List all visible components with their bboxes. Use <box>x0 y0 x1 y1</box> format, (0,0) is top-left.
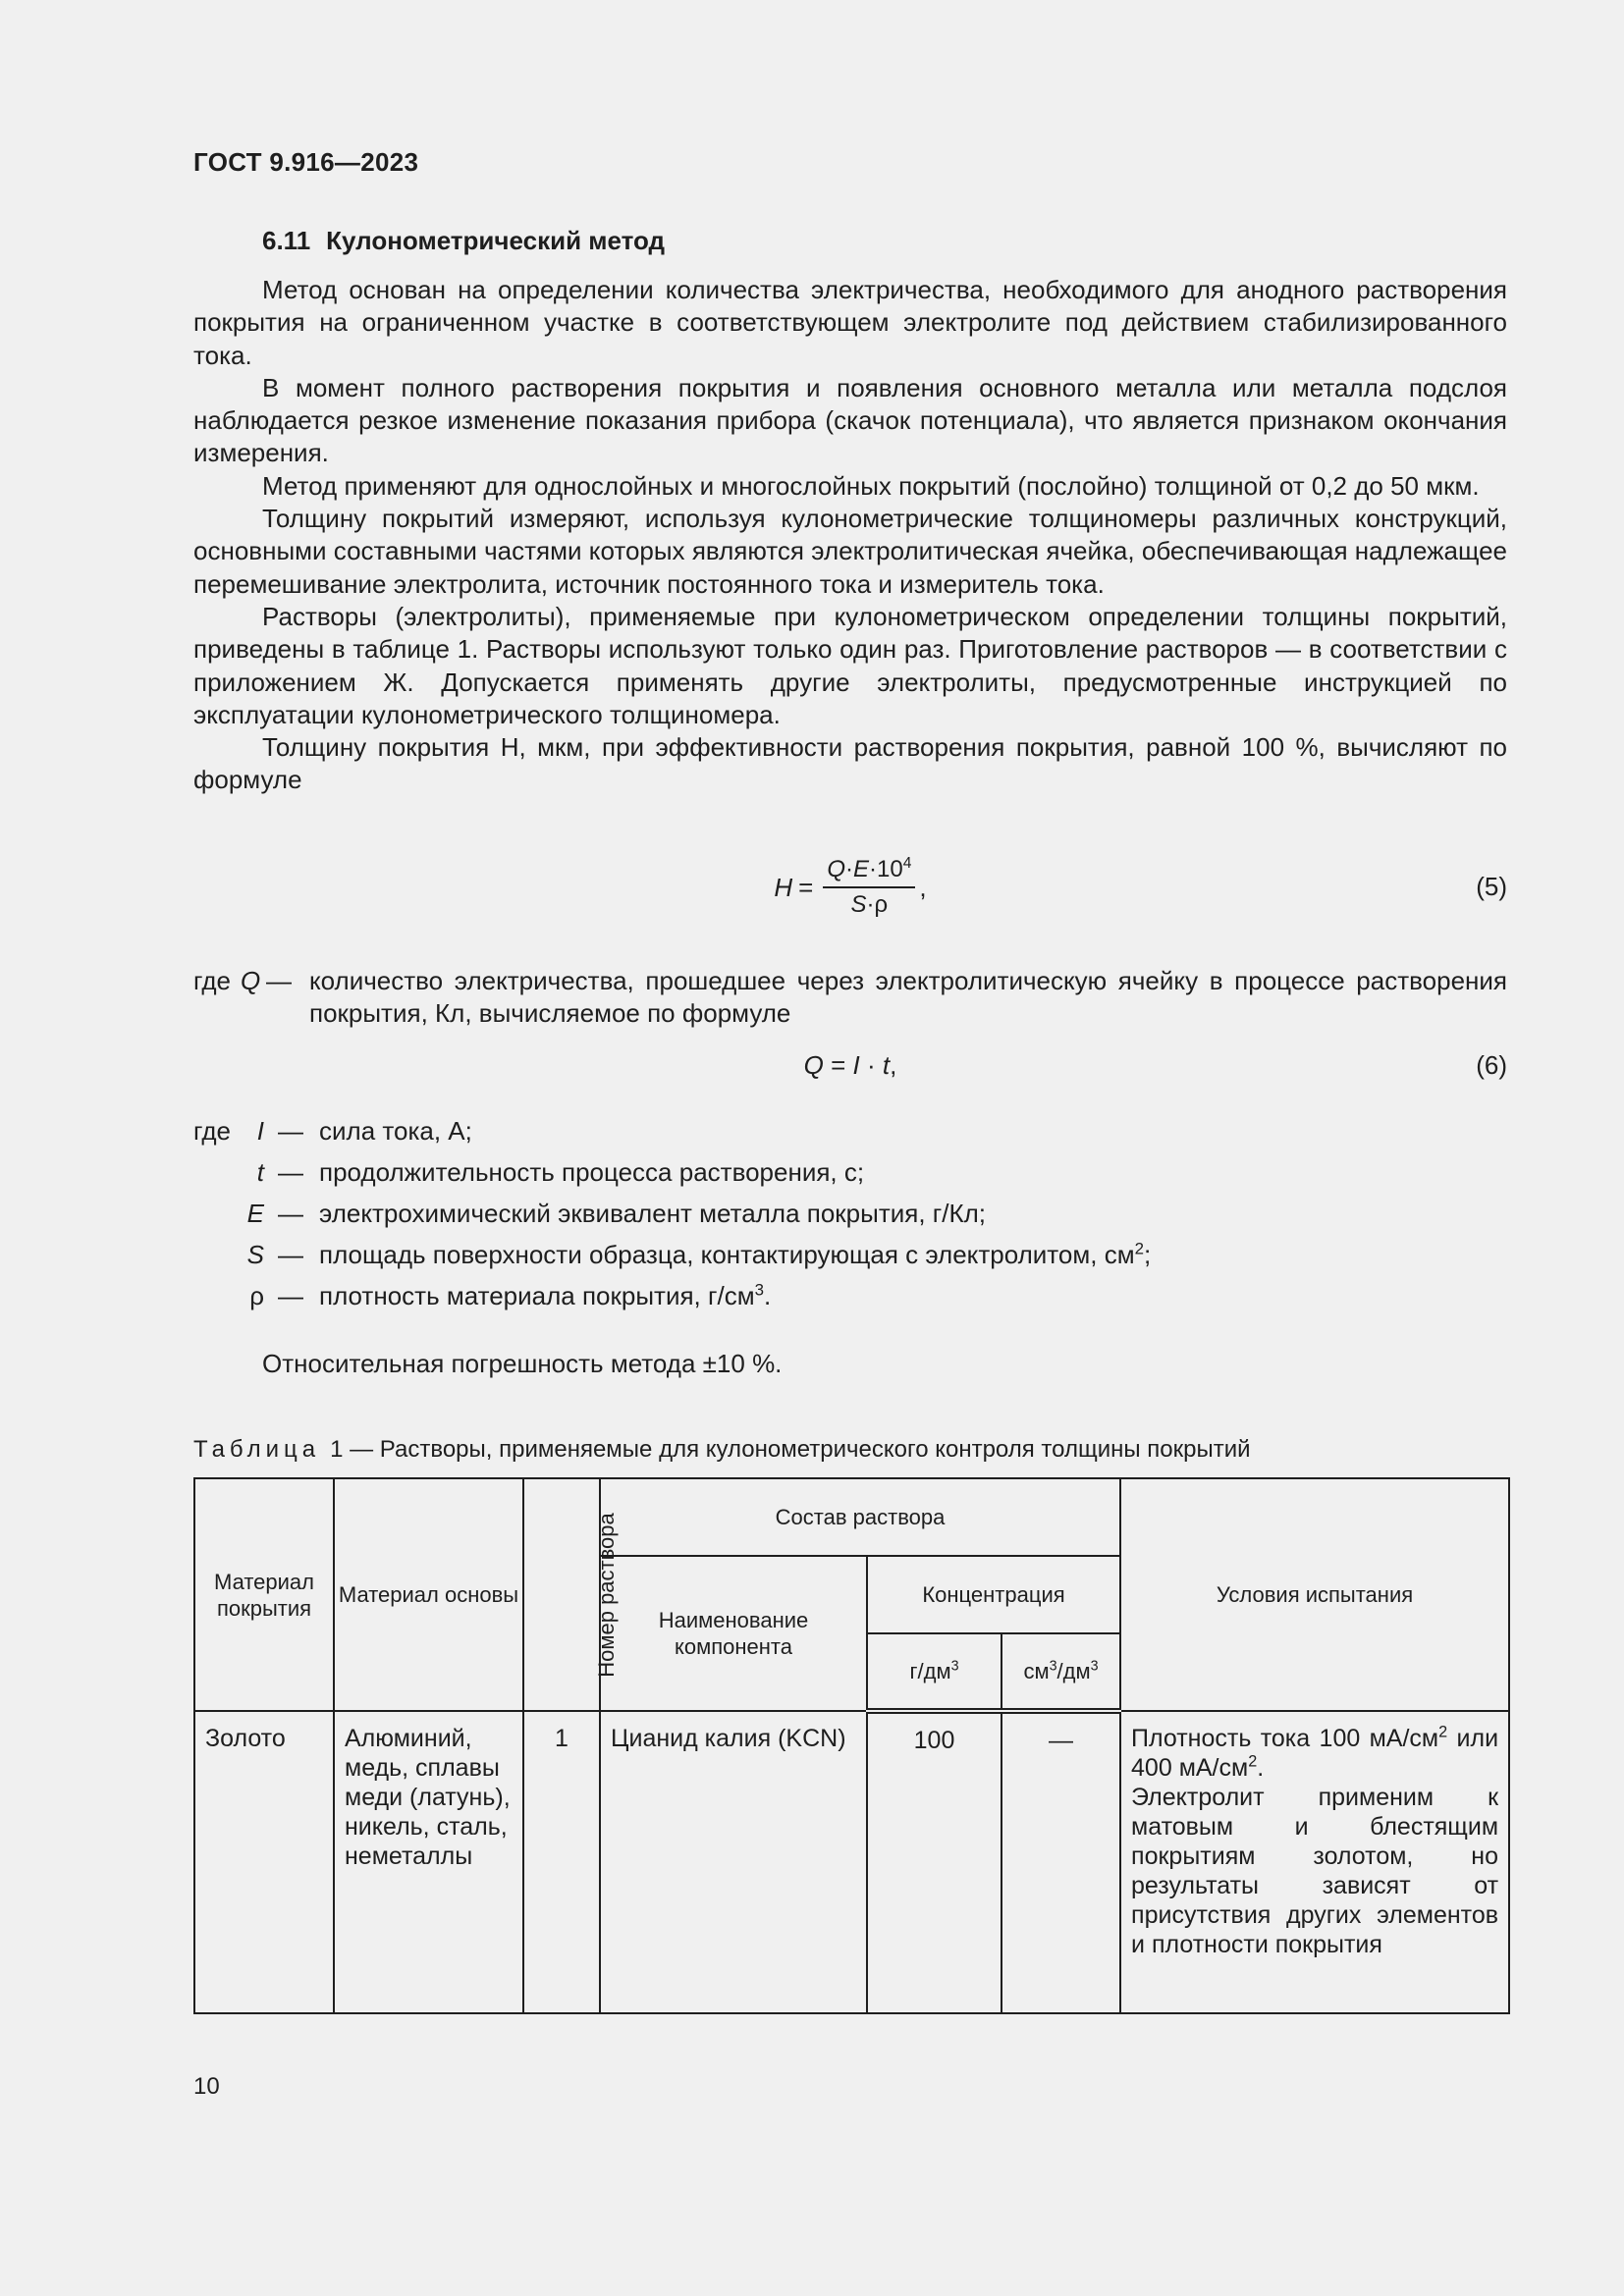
paragraph: Метод применяют для однослойных и многослойных покрытий (послойно) толщиной от 0,2 до 50 мкм. <box>262 470 1480 501</box>
formula-6: Q = I · t, (6) <box>803 1050 1507 1080</box>
header-component-name: Наименование компонента <box>600 1556 867 1711</box>
cell-conc-g: 100 <box>867 1711 1001 2013</box>
where-q-definition: где Q — количество электричества, прошедшее через электролитическую ячейку в процессе растворения покрытия, Кл, вычисляемое по формуле <box>193 966 1507 1029</box>
formula-5-numerator: $Q\cdot E\cdot 10^4$ <box>823 856 915 888</box>
body-paragraphs <box>193 274 1507 797</box>
formula-5-denominator: S·ρ <box>850 891 889 918</box>
page-number: 10 <box>193 2073 220 2100</box>
header-solution-number: Номер раствора <box>523 1478 600 1711</box>
formula-5-expression: H = $\frac{Q\cdot E\cdot 10^4}{S\cdot\rho}$ , <box>774 855 927 918</box>
paragraph: Толщину покрытий измеряют, используя кулонометрические толщиномеры различных конструкций, основными составными частями которых являются электролитическая ячейка, обеспечивающая надлежащее перемешивание электролита, источник постоянного тока и измеритель тока. <box>193 504 1507 599</box>
section-heading <box>262 226 665 256</box>
method-accuracy: Относительная погрешность метода ±10 %. <box>262 1349 783 1378</box>
cell-component: Цианид калия (KCN) <box>600 1711 867 2013</box>
variable-row: ρ — плотность материала покрытия, $г/см^3$. <box>249 1280 772 1310</box>
cell-coating: Золото <box>194 1711 334 2013</box>
variables-list <box>193 1116 1273 1322</box>
cell-conc-cm: — <box>1001 1711 1120 2013</box>
cell-base: Алюминий, медь, сплавы меди (латунь), никель, сталь, неметаллы <box>334 1711 523 2013</box>
formula-5-fraction <box>823 856 915 919</box>
header-conditions: Условия испытания <box>1120 1478 1509 1711</box>
variable-row: S — площадь поверхности образца, контактирующая с электролитом, $см^2$; <box>246 1239 1152 1269</box>
header-composition: Состав раствора <box>600 1478 1120 1556</box>
section-number: 6.11 <box>262 226 311 255</box>
header-unit-cm3-dm3: $см^3/дм^3$ <box>1001 1633 1120 1711</box>
variable-row: E — электрохимический эквивалент металла покрытия, г/Кл; <box>246 1199 987 1228</box>
paragraph: Толщину покрытия Н, мкм, при эффективности растворения покрытия, равной 100 %, вычисляют по формуле <box>193 732 1507 795</box>
solutions-table <box>193 1477 1510 2014</box>
formula-5 <box>193 856 1507 925</box>
table-row <box>194 1711 1509 2013</box>
header-coating-material: Материал покрытия <box>194 1478 334 1711</box>
header-unit-g-dm3: $г/дм^3$ <box>867 1633 1001 1711</box>
section-title: Кулонометрический метод <box>326 226 666 255</box>
cell-conditions: Плотность тока 100 $мА/см^2$ или 400 $мА/см^2$. Электролит применим к матовым и блестящим покрытиям золотом, но результаты зависят от присутствия других элементов и плотности покрытия <box>1120 1711 1509 2013</box>
formula-6-number: (6) <box>1476 1050 1507 1080</box>
document-code-header: ГОСТ 9.916—2023 <box>193 147 419 177</box>
variable-row: t — продолжительность процесса растворения, с; <box>256 1157 865 1187</box>
formula-5-number: (5) <box>1476 872 1507 901</box>
table-caption: Таблица 1 — Растворы, применяемые для кулонометрического контроля толщины покрытий <box>193 1436 1251 1463</box>
paragraph: В момент полного растворения покрытия и появления основного металла или металла подслоя наблюдается резкое изменение показания прибора (скачок потенциала), что является признаком окончания измерения. <box>193 372 1507 468</box>
paragraph: Растворы (электролиты), применяемые при кулонометрическом определении толщины покрытий, приведены в таблице 1. Растворы используют только один раз. Приготовление растворов — в соответствии с приложением Ж. Допускается применять другие электролиты, предусмотренные инструкцией по эксплуатации кулонометрического толщиномера. <box>193 601 1507 729</box>
paragraph: Метод основан на определении количества электричества, необходимого для анодного растворения покрытия на ограниченном участке в соответствующем электролите под действием стабилизированного тока. <box>193 275 1507 370</box>
header-concentration: Концентрация <box>867 1556 1120 1633</box>
variable-row: где I — сила тока, А; <box>193 1116 472 1146</box>
header-base-material: Материал основы <box>334 1478 523 1711</box>
cell-number: 1 <box>523 1711 600 2013</box>
